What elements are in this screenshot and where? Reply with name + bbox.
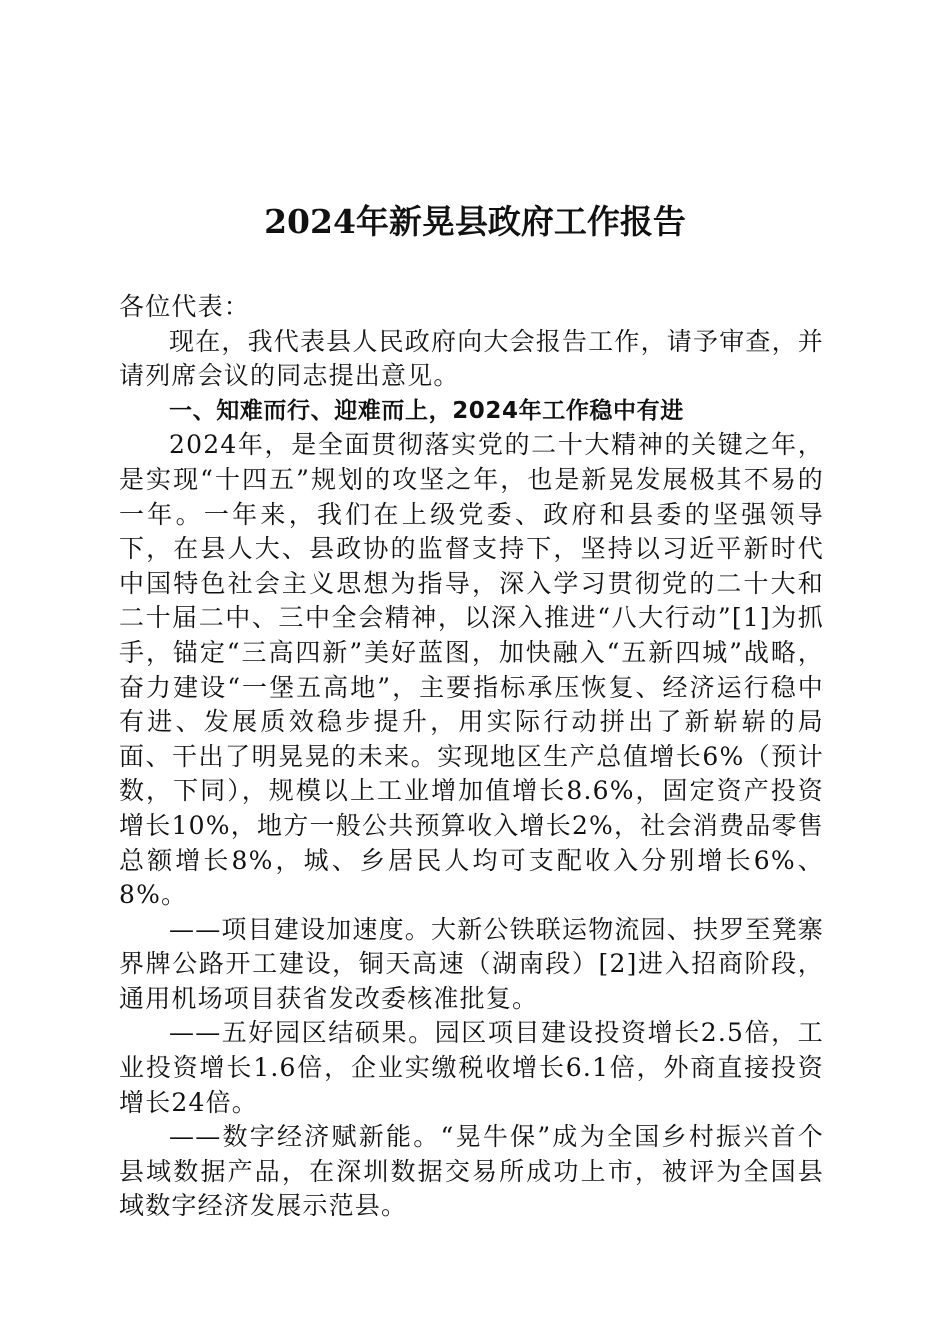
park-paragraph: ——五好园区结硕果。园区项目建设投资增长2.5倍，工业投资增长1.6倍，企业实缴税收增长6.1倍，外商直接投资增长24倍。 <box>119 1018 824 1117</box>
document-title: 2024年新晃县政府工作报告 <box>264 202 686 241</box>
project-paragraph: ——项目建设加速度。大新公铁联运物流园、扶罗至凳寨界牌公路开工建设，铜天高速（湖南段）[2]进入招商阶段，通用机场项目获省发改委核准批复。 <box>119 914 825 1013</box>
salutation: 各位代表： <box>119 292 251 321</box>
section-heading: 一、知难而行、迎难而上，2024年工作稳中有进 <box>169 397 684 424</box>
summary-paragraph: 2024年，是全面贯彻落实党的二十大精神的关键之年，是实现“十四五”规划的攻坚之年，也是新晃发展极其不易的一年。一年来，我们在上级党委、政府和县委的坚强领导下，在县人大、县政协的监督支持下，坚持以习近平新时代中国特色社会主义思想为指导，深入学习贯彻党的二十大和二十届二中、三中全会精神，以深入推进“八大行动”[1]为抓手，锚定“三高四新”美好蓝图，加快融入“五新四城”战略，奋力建设“一堡五高地”，主要指标承压恢复、经济运行稳中有进、发展质效稳步提升，用实际行动拼出了新崭崭的局面、干出了明晃晃的未来。实现地区生产总值增长6%（预计数，下同），规模以上工业增加值增长8.6%，固定资产投资增长10%，地方一般公共预算收入增长2%，社会消费品零售总额增长8%，城、乡居民人均可支配收入分别增长6%、8%。 <box>119 430 824 910</box>
digital-economy-paragraph: ——数字经济赋新能。“晃牛保”成为全国乡村振兴首个县域数据产品，在深圳数据交易所成功上市，被评为全国县域数字经济发展示范县。 <box>119 1122 824 1221</box>
document-body <box>119 290 824 1224</box>
intro-paragraph: 现在，我代表县人民政府向大会报告工作，请予审查，并请列席会议的同志提出意见。 <box>119 326 825 391</box>
